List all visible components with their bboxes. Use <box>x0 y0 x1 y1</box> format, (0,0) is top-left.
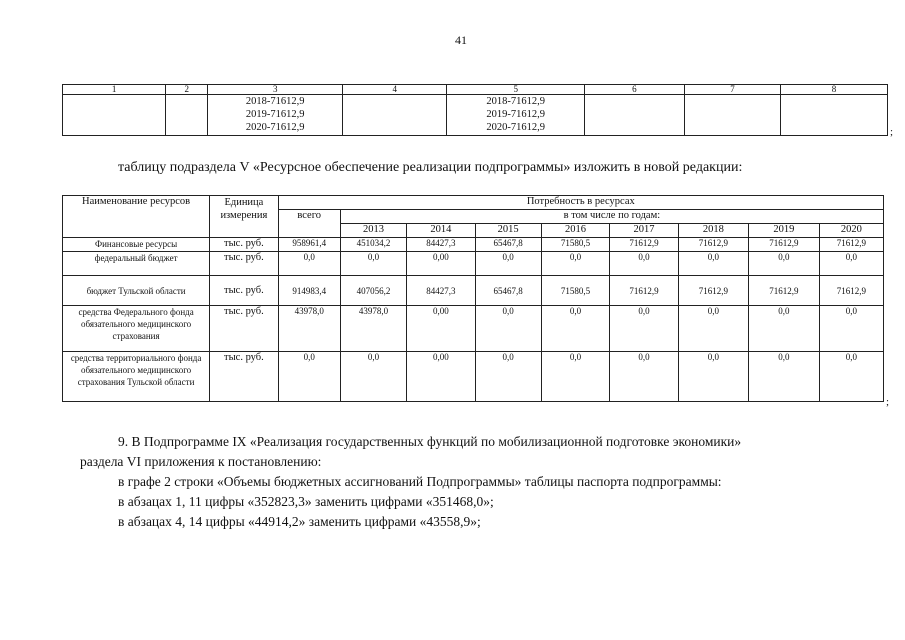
value-cell: 914983,4 <box>278 276 340 306</box>
header-cell: 2 <box>166 85 208 95</box>
value-cell: 0,0 <box>475 352 541 402</box>
year-header: 2015 <box>475 224 541 238</box>
continuation-table <box>62 84 888 136</box>
value-cell: 71612,9 <box>819 238 883 252</box>
years-header: в том числе по годам: <box>340 210 883 224</box>
value-cell: 0,0 <box>749 252 819 276</box>
value-cell: 0,0 <box>278 352 340 402</box>
paragraph: в абзацах 4, 14 цифры «44914,2» заменить цифрами «43558,9»; <box>118 514 481 529</box>
value-cell: 0,0 <box>610 352 678 402</box>
col3-value: 2019-71612,9 <box>245 109 305 120</box>
resource-unit: тыс. руб. <box>210 276 278 306</box>
value-cell: 0,00 <box>407 306 475 352</box>
resource-unit: тыс. руб. <box>210 352 278 402</box>
value-cell: 71612,9 <box>749 238 819 252</box>
value-cell: 71612,9 <box>749 276 819 306</box>
semicolon: ; <box>890 126 894 138</box>
table-cell <box>166 95 208 136</box>
value-cell: 451034,2 <box>340 238 406 252</box>
value-cell: 0,0 <box>340 352 406 402</box>
table-row <box>63 238 884 252</box>
header-cell: 8 <box>781 85 888 95</box>
resource-name: средства территориального фонда обязательного медицинского страхования Тульской области <box>63 352 210 402</box>
semicolon: ; <box>886 396 890 408</box>
value-cell: 0,0 <box>749 306 819 352</box>
value-cell: 0,0 <box>678 352 748 402</box>
page-number: 41 <box>455 33 467 47</box>
value-cell: 0,0 <box>475 306 541 352</box>
paragraph: в графе 2 строки «Объемы бюджетных ассигнований Подпрограммы» таблицы паспорта подпрограммы: <box>118 474 722 489</box>
col5-value: 2019-71612,9 <box>486 109 546 120</box>
value-cell: 71612,9 <box>678 238 748 252</box>
table-row <box>63 252 884 276</box>
table-header-row <box>63 85 888 95</box>
value-cell: 65467,8 <box>475 238 541 252</box>
value-cell: 71580,5 <box>541 238 609 252</box>
value-cell: 0,0 <box>610 306 678 352</box>
value-cell: 0,0 <box>541 306 609 352</box>
value-cell: 958961,4 <box>278 238 340 252</box>
value-cell: 0,0 <box>749 352 819 402</box>
table-cell <box>684 95 780 136</box>
paragraph: 9. В Подпрограмме IX «Реализация государственных функций по мобилизационной подготовке экономики» <box>118 434 742 449</box>
value-cell: 0,0 <box>678 306 748 352</box>
value-cell: 43978,0 <box>340 306 406 352</box>
value-cell: 0,0 <box>278 252 340 276</box>
table-cell <box>781 95 888 136</box>
total-header: всего <box>278 210 340 238</box>
header-cell: 4 <box>343 85 447 95</box>
need-header: Потребность в ресурсах <box>278 196 883 210</box>
table-row <box>63 306 884 352</box>
intro-text: таблицу подраздела V «Ресурсное обеспечение реализации подпрограммы» изложить в новой редакции: <box>118 160 743 175</box>
resource-unit: тыс. руб. <box>210 306 278 352</box>
header-cell: 6 <box>585 85 685 95</box>
resources-table <box>62 195 884 402</box>
table-cell <box>585 95 685 136</box>
value-cell: 84427,3 <box>407 276 475 306</box>
col-unit-header: Единица измерения <box>210 196 278 238</box>
value-cell: 0,0 <box>819 252 883 276</box>
resource-name: федеральный бюджет <box>63 252 210 276</box>
resource-name: Финансовые ресурсы <box>63 238 210 252</box>
value-cell: 0,0 <box>541 352 609 402</box>
col5-value: 2020-71612,9 <box>486 122 546 133</box>
col3-value: 2018-71612,9 <box>245 96 305 107</box>
table-row <box>63 95 888 136</box>
year-header: 2020 <box>819 224 883 238</box>
resource-unit: тыс. руб. <box>210 238 278 252</box>
value-cell: 71612,9 <box>819 276 883 306</box>
value-cell: 0,0 <box>340 252 406 276</box>
year-header: 2016 <box>541 224 609 238</box>
value-cell: 71612,9 <box>610 238 678 252</box>
value-cell: 65467,8 <box>475 276 541 306</box>
col3-value: 2020-71612,9 <box>245 122 305 133</box>
header-cell: 1 <box>63 85 166 95</box>
value-cell: 71612,9 <box>678 276 748 306</box>
header-cell: 5 <box>447 85 585 95</box>
resource-name: средства Федерального фонда обязательного медицинского страхования <box>63 306 210 352</box>
table-cell <box>343 95 447 136</box>
year-header: 2018 <box>678 224 748 238</box>
year-header: 2013 <box>340 224 406 238</box>
paragraph: раздела VI приложения к постановлению: <box>80 454 322 469</box>
value-cell: 0,0 <box>678 252 748 276</box>
value-cell: 0,00 <box>407 252 475 276</box>
year-header: 2017 <box>610 224 678 238</box>
value-cell: 0,0 <box>610 252 678 276</box>
value-cell: 0,0 <box>541 252 609 276</box>
col-name-header: Наименование ресурсов <box>63 196 210 238</box>
header-cell: 7 <box>684 85 780 95</box>
value-cell: 0,00 <box>407 352 475 402</box>
col5-cell <box>447 95 585 136</box>
resource-name: бюджет Тульской области <box>63 276 210 306</box>
table-row <box>63 352 884 402</box>
value-cell: 0,0 <box>819 352 883 402</box>
value-cell: 71612,9 <box>610 276 678 306</box>
value-cell: 43978,0 <box>278 306 340 352</box>
col5-value: 2018-71612,9 <box>486 96 546 107</box>
header-cell: 3 <box>208 85 343 95</box>
value-cell: 71580,5 <box>541 276 609 306</box>
value-cell: 0,0 <box>819 306 883 352</box>
year-header: 2019 <box>749 224 819 238</box>
year-header: 2014 <box>407 224 475 238</box>
table-cell <box>63 95 166 136</box>
value-cell: 0,0 <box>475 252 541 276</box>
value-cell: 407056,2 <box>340 276 406 306</box>
resource-unit: тыс. руб. <box>210 252 278 276</box>
table-row <box>63 276 884 306</box>
paragraph: в абзацах 1, 11 цифры «352823,3» заменить цифрами «351468,0»; <box>118 494 494 509</box>
value-cell: 84427,3 <box>407 238 475 252</box>
col3-cell <box>208 95 343 136</box>
